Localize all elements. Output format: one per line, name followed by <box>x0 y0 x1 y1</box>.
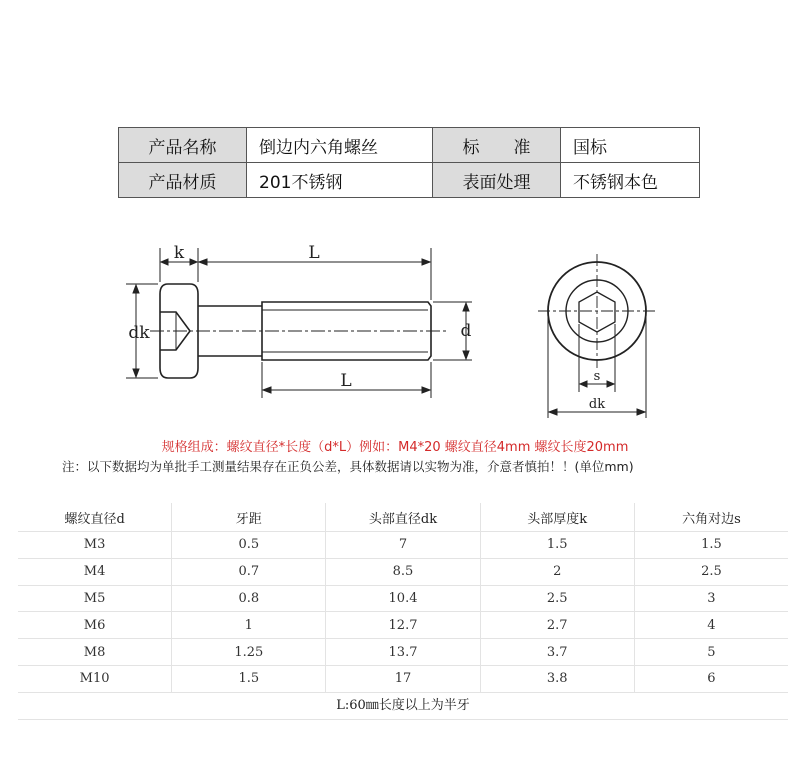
half-thread-note: L:60㎜长度以上为半牙 <box>18 693 788 720</box>
dim-L-label: L <box>308 243 320 263</box>
cell-head-diameter: 10.4 <box>325 586 479 612</box>
table-row <box>18 559 788 586</box>
cell-pitch: 0.8 <box>171 586 325 612</box>
cell-head-thickness: 3.8 <box>480 666 634 692</box>
cell-pitch: 0.7 <box>171 559 325 585</box>
cell-pitch: 1.5 <box>171 666 325 692</box>
screw-drawing <box>0 232 790 432</box>
cell-head-diameter: 7 <box>325 532 479 558</box>
cell-pitch: 1 <box>171 612 325 638</box>
cell-head-diameter: 17 <box>325 666 479 692</box>
cell-hex-size: 6 <box>634 666 788 692</box>
info-row <box>119 163 700 198</box>
dim-dk-label: dk <box>128 323 150 343</box>
end-view <box>538 254 656 368</box>
cell-head-thickness: 3.7 <box>480 639 634 665</box>
finish-value: 不锈钢本色 <box>561 163 700 198</box>
material-value: 201不锈钢 <box>247 163 433 198</box>
cell-thread: M3 <box>83 537 106 553</box>
header-pitch: 牙距 <box>171 503 325 531</box>
cell-head-diameter: 13.7 <box>325 639 479 665</box>
product-name-label: 产品名称 <box>119 128 247 163</box>
cell-hex-size: 2.5 <box>634 559 788 585</box>
cell-hex-size: 4 <box>634 612 788 638</box>
cell-head-thickness: 2 <box>480 559 634 585</box>
cell-hex-size: 1.5 <box>634 532 788 558</box>
header-hex-across-flats: 六角对边s <box>634 503 788 531</box>
header-head-thickness: 头部厚度k <box>480 503 634 531</box>
cell-head-diameter: 8.5 <box>325 559 479 585</box>
table-row <box>18 666 788 693</box>
cell-hex-size: 5 <box>634 639 788 665</box>
dim-L-lower-label: L <box>340 371 352 391</box>
cell-head-thickness: 1.5 <box>480 532 634 558</box>
material-label: 产品材质 <box>119 163 247 198</box>
header-head-diameter: 头部直径dk <box>325 503 479 531</box>
cell-thread: M4 <box>83 564 106 580</box>
cell-pitch: 0.5 <box>171 532 325 558</box>
cell-head-thickness: 2.5 <box>480 586 634 612</box>
info-row <box>119 128 700 163</box>
table-row <box>18 586 788 613</box>
table-row <box>18 639 788 666</box>
table-row <box>18 532 788 559</box>
cell-pitch: 1.25 <box>171 639 325 665</box>
product-name-value: 倒边内六角螺丝 <box>247 128 433 163</box>
dim-k-label: k <box>173 243 185 263</box>
table-row <box>18 612 788 639</box>
cell-thread: M8 <box>83 644 106 660</box>
dim-d-label: d <box>460 321 472 341</box>
cell-head-diameter: 12.7 <box>325 612 479 638</box>
spec-table <box>18 503 788 720</box>
standard-value: 国标 <box>561 128 700 163</box>
cell-thread: M10 <box>79 671 110 687</box>
spec-example-note: 规格组成：螺纹直径*长度（d*L）例如：M4*20 螺纹直径4mm 螺纹长度20mm <box>161 440 629 455</box>
dim-s-label: s <box>593 369 601 384</box>
product-info-table <box>118 127 700 198</box>
dim-dk-end-label: dk <box>588 397 606 412</box>
cell-hex-size: 3 <box>634 586 788 612</box>
measurement-disclaimer: 注：以下数据均为单批手工测量结果存在正负公差，具体数据请以实物为准，介意者慎拍！！(单位mm) <box>62 459 634 474</box>
standard-label: 标 准 <box>433 128 561 163</box>
cell-thread: M6 <box>83 617 106 633</box>
finish-label: 表面处理 <box>433 163 561 198</box>
cell-head-thickness: 2.7 <box>480 612 634 638</box>
header-thread-diameter: 螺纹直径d <box>64 511 125 527</box>
spec-table-header <box>18 503 788 532</box>
cell-thread: M5 <box>83 590 106 606</box>
